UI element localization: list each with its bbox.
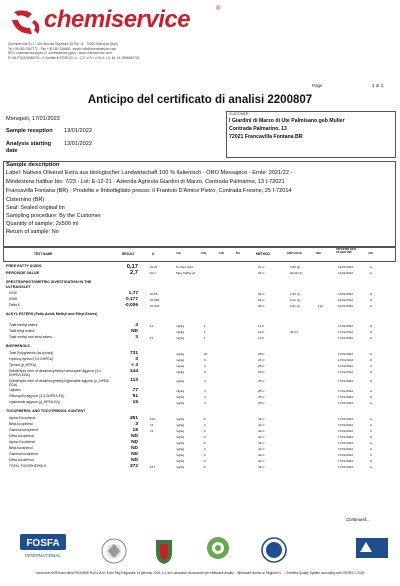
loq-value: 2 bbox=[204, 428, 206, 433]
result-value: 15 bbox=[132, 399, 138, 405]
col-method: METHOD bbox=[256, 252, 270, 256]
method-code: 44-C bbox=[258, 440, 265, 445]
limit-value: 0,01 (1) bbox=[290, 303, 301, 308]
result-value: -0,006 bbox=[124, 302, 138, 308]
test-name: Lignans bbox=[9, 388, 21, 392]
footer-note: Iscrizione nell'Elenco della REGIONE PUGLIA nr. 8 del Reg Regionale 19 gennaio 2009, n.1 dei Laboratori riconosciuti per effettuare analisi... Operatore iscritto al Registro N. ... Certified Quality System according with ISO/IEC 17025 bbox=[36, 571, 364, 575]
loq-value: 30 bbox=[204, 351, 208, 356]
loq-value: 2 bbox=[204, 440, 206, 445]
analysis-date: 17/01/2022 bbox=[338, 357, 354, 362]
analysis-start-label: Analysis starting date bbox=[6, 141, 52, 154]
result-value: 1,77 bbox=[128, 290, 138, 296]
unit: mg/kg bbox=[176, 428, 185, 433]
method-code: 44-C bbox=[258, 434, 265, 439]
limit-value: 2,50 (1) bbox=[290, 291, 301, 296]
fosfa-logo bbox=[18, 532, 68, 566]
result-value: 3 bbox=[135, 322, 138, 328]
test-name: Total Polyphenols (as tyrosol) bbox=[9, 351, 54, 355]
uncertainty: ±67 bbox=[150, 464, 155, 469]
method-code: 44-C bbox=[258, 452, 265, 457]
unit: mg/kg bbox=[176, 357, 185, 362]
uncertainty: ±0,001 bbox=[150, 303, 160, 308]
coat-of-arms-icon bbox=[146, 536, 182, 566]
test-name: Total ethyl esters bbox=[9, 329, 35, 333]
result-value: 0,17 bbox=[126, 263, 138, 270]
accreditation-flag: A bbox=[370, 428, 373, 433]
result-value: ND bbox=[131, 451, 138, 457]
method-code: 44-C bbox=[258, 446, 265, 451]
method-code: 44-C bbox=[258, 464, 265, 469]
analysis-date: 14/01/2022 bbox=[338, 303, 354, 308]
accredia-logo-icon bbox=[196, 534, 240, 566]
loq-value: 3 bbox=[204, 357, 206, 362]
accreditation-flag: A bbox=[370, 458, 373, 463]
unit: % Oleic Acid bbox=[176, 264, 193, 269]
unit: mg/kg bbox=[176, 452, 185, 457]
loq-value: 1 bbox=[204, 335, 206, 340]
accreditation-flag: A bbox=[370, 434, 373, 439]
loq-value: 3 bbox=[204, 388, 206, 393]
company-line: P. IVA IT04326580723 - C.Sociale € 97500,00 i.v. - C.F. e R.I. n.01.4.1.A. IM. 01-0426580723 bbox=[8, 55, 140, 60]
description-line: Sampling procedure: By the Customer bbox=[6, 213, 101, 219]
accreditation-flag: A bbox=[370, 351, 373, 356]
analysis-date: 14/01/2022 bbox=[338, 264, 354, 269]
analysis-date: 17/01/2022 bbox=[338, 329, 354, 334]
analysis-date: 14/01/2022 bbox=[338, 271, 354, 275]
analysis-date: 17/01/2022 bbox=[338, 422, 354, 427]
result-value: 3 bbox=[135, 334, 138, 340]
loq-value: 2 bbox=[204, 458, 206, 463]
method-code: 25-C bbox=[258, 369, 265, 374]
limit-value: 0,22 (1) bbox=[290, 297, 301, 302]
accreditation-flag: A bbox=[370, 394, 373, 399]
test-name: TOTAL TOCOPHEROLS bbox=[9, 464, 47, 468]
uncertainty: ±22 bbox=[150, 416, 155, 421]
section-title: ALKYL ESTERS (Fatty Acids Methyl and Ethyl Esters) bbox=[6, 312, 98, 316]
test-name: Gamma-tocotrienol bbox=[9, 452, 38, 456]
analysis-date: 17/01/2022 bbox=[338, 388, 354, 393]
analysis-date: 17/01/2022 bbox=[338, 458, 354, 463]
company-line: Tel +39 080 7467777 - Fax +39 080 748466 - email: info@chemiservice.com bbox=[8, 46, 117, 51]
company-line: Chemiservice S.r.l. - Via Vecchia Ospedale 38 Pal. 11 - 70020 Monopoli (Bari) bbox=[8, 42, 118, 46]
sample-description-title: Sample description bbox=[6, 162, 60, 168]
analysis-date: 17/01/2022 bbox=[338, 416, 354, 421]
method-code: 25-C bbox=[258, 379, 265, 383]
result-value: 372 bbox=[129, 463, 138, 469]
col-loq: LOQ bbox=[201, 252, 207, 255]
method-code: 11-C bbox=[258, 329, 265, 334]
loq-value: 3 bbox=[204, 379, 206, 383]
accreditation-flag: A bbox=[370, 422, 373, 427]
method-code: 25-C bbox=[258, 400, 265, 405]
unit: Meq O2/Kg oil bbox=[176, 271, 196, 275]
accreditation-flag: A bbox=[370, 388, 373, 393]
uncertainty: ±1 bbox=[150, 335, 154, 340]
col-date: REPORTED DATE OF ANALYSIS bbox=[336, 248, 357, 254]
certification-logo-icon bbox=[252, 534, 296, 566]
accreditation-flag: A bbox=[370, 452, 373, 457]
customer-city: 72021 Francavilla Fontana BR bbox=[229, 134, 303, 140]
unit: mg/kg bbox=[176, 400, 185, 405]
accreditation-flag: A bbox=[370, 303, 373, 308]
unit: mg/kg bbox=[176, 388, 185, 393]
test-name: Beta-tocotrienol bbox=[9, 446, 33, 450]
loq-value: 3 bbox=[204, 400, 206, 405]
accreditation-flag: A bbox=[370, 440, 373, 445]
company-line: PEC: chemiservice@pec.it - chemiservice.gpa.it - www.chemiservice.com bbox=[8, 51, 112, 56]
accreditation-flag: A bbox=[370, 446, 373, 451]
loq-value: 3 bbox=[204, 394, 206, 399]
section-title: BIOPHENOLS bbox=[6, 344, 30, 348]
uncertainty: ±0,05 bbox=[150, 291, 158, 296]
loq-value: 2 bbox=[204, 434, 206, 439]
uncertainty: ±1 bbox=[150, 428, 154, 433]
loq-value: 2 bbox=[204, 416, 206, 421]
result-value: ND bbox=[131, 457, 138, 463]
analysis-start-value: 13/01/2022 bbox=[64, 141, 92, 147]
continued-note: Continued... bbox=[346, 517, 370, 522]
result-value: 51 bbox=[132, 393, 138, 399]
accreditation-flag: A bbox=[370, 335, 373, 340]
loq-value: 3 bbox=[204, 369, 206, 374]
analysis-date: 17/01/2022 bbox=[338, 452, 354, 457]
result-value: ND bbox=[131, 445, 138, 451]
loq-value: 2 bbox=[204, 464, 206, 469]
loq-value: 1 bbox=[204, 323, 206, 328]
method-code: 25-C bbox=[258, 388, 265, 393]
test-name: FREE FATTY ACIDS bbox=[6, 264, 42, 268]
test-name: Alpha-Tocopherol bbox=[9, 416, 36, 420]
unit: mg/kg bbox=[176, 369, 185, 374]
description-line: Return of sample: No bbox=[6, 229, 59, 235]
description-line: Francavilla Fontana (BR) - Prodotto e Imbottigliato presso: Il Frantoio D'Amico Pietro, Contrada Fresine, 25 I-72014 bbox=[6, 188, 292, 194]
accreditation-flag: A bbox=[370, 379, 373, 383]
uncertainty: ±0,005 bbox=[150, 297, 160, 302]
page-number: 1 di 3 bbox=[372, 83, 384, 88]
customer-label: CUSTOMER bbox=[229, 112, 249, 116]
method-code: 44-C bbox=[258, 416, 265, 421]
analysis-date: 17/01/2022 bbox=[338, 400, 354, 405]
result-value: 351 bbox=[129, 415, 138, 421]
method-code: 03-C bbox=[258, 303, 265, 308]
description-line: Seal: Sealed original tin bbox=[6, 205, 65, 211]
accreditation-flag: A bbox=[370, 363, 373, 368]
ministry-logo-icon bbox=[96, 536, 132, 566]
test-name: Oleuropein aglycon (3,4 DHPEA-EA) bbox=[9, 394, 65, 398]
unit: mg/kg bbox=[176, 351, 185, 356]
test-name: Hydroxy-tyrosol (3,4 DHPEA) bbox=[9, 357, 54, 361]
loq-value: 1 bbox=[204, 329, 206, 334]
svg-text:INTERNATIONAL: INTERNATIONAL bbox=[25, 553, 61, 558]
sample-reception-value: 13/01/2022 bbox=[64, 128, 92, 134]
test-name: Gamma-tocopherol bbox=[9, 428, 39, 432]
accreditation-flag: A bbox=[370, 369, 373, 374]
test-name: Ligstroside aglycon (p_HPEA-EA) bbox=[9, 400, 60, 404]
brand-name: chemiservice bbox=[44, 6, 191, 33]
method-code: 44-C bbox=[258, 458, 265, 463]
analysis-date: 17/01/2022 bbox=[338, 363, 354, 368]
page-label: Page bbox=[312, 83, 323, 88]
col-rec: REC bbox=[316, 252, 322, 255]
accreditation-flag: A bbox=[370, 297, 373, 302]
section-title: SPECTROPHOTOMETRIC INVESTIGATION IN THE ULTRAVIOLET bbox=[6, 280, 92, 289]
test-name: Beta-tocopherol bbox=[9, 422, 33, 426]
loq-value: 3 bbox=[204, 363, 206, 368]
unit: mg/kg bbox=[176, 458, 185, 463]
result-value: 113 bbox=[130, 378, 138, 383]
result-value: 144 bbox=[129, 368, 138, 374]
method-code: 03-C bbox=[258, 291, 265, 296]
registered-mark: ® bbox=[216, 6, 221, 12]
test-name: Delta-tocotrienol bbox=[9, 458, 34, 462]
method-code: 25-C bbox=[258, 394, 265, 399]
limit-value: 20,00 (1) bbox=[290, 271, 303, 275]
limit-value: 0,80 (1) bbox=[290, 264, 301, 269]
col-result: RESULT bbox=[122, 252, 135, 256]
uncertainty: ±1 bbox=[150, 422, 154, 427]
unit: mg/kg bbox=[176, 394, 185, 399]
result-value: 18 bbox=[132, 427, 138, 433]
col-test-name: TEST NAME bbox=[34, 252, 53, 256]
analysis-date: 17/01/2022 bbox=[338, 323, 354, 328]
accreditation-flag: A bbox=[370, 357, 373, 362]
company-info bbox=[8, 42, 248, 60]
test-name: Dialdehydic form of decarboxymethyl oleuropein aglycon (3,4 DHPEA-EDA) bbox=[9, 369, 101, 378]
result-value: 3 bbox=[135, 421, 138, 427]
unit: mg/kg bbox=[176, 464, 185, 469]
unit: mg/kg bbox=[176, 446, 185, 451]
description-line: Cisternino (BR) bbox=[6, 197, 45, 203]
accreditation-flag: A bbox=[370, 464, 373, 469]
kiwa-logo-icon bbox=[352, 534, 392, 566]
sample-reception-label: Sample reception bbox=[6, 128, 53, 134]
unit: mg/kg bbox=[176, 379, 185, 383]
method-code: 11-C bbox=[258, 335, 265, 340]
col-r: R% bbox=[236, 252, 240, 255]
test-name: Total methyl esters bbox=[9, 323, 38, 327]
unit: mg/kg bbox=[176, 323, 185, 328]
analysis-date: 17/01/2022 bbox=[338, 428, 354, 433]
method-code: 25-C bbox=[258, 351, 265, 356]
unit: mg/kg bbox=[176, 440, 185, 445]
accreditation-flag: A bbox=[370, 329, 373, 334]
result-value: ND bbox=[131, 328, 138, 334]
svg-text:FOSFA: FOSFA bbox=[26, 538, 60, 549]
analysis-date: 17/01/2022 bbox=[338, 335, 354, 340]
analysis-date: 14/01/2022 bbox=[338, 291, 354, 296]
accreditation-flag: A bbox=[370, 400, 373, 405]
recovery-value: 112 bbox=[318, 303, 323, 308]
unit: mg/kg bbox=[176, 416, 185, 421]
test-name: Total methyl and ethyl esters bbox=[9, 335, 52, 339]
analysis-date: 17/01/2022 bbox=[338, 434, 354, 439]
result-value: 0,177 bbox=[125, 296, 138, 302]
limit-value: 35 (1) bbox=[290, 329, 298, 334]
result-value: ND bbox=[131, 439, 138, 445]
analysis-date: 17/01/2022 bbox=[338, 394, 354, 399]
test-name: K232 bbox=[9, 291, 17, 295]
analysis-date: 17/01/2022 bbox=[338, 446, 354, 451]
method-code: 44-C bbox=[258, 428, 265, 433]
col-lod: LOD bbox=[219, 252, 225, 255]
unit: mg/kg bbox=[176, 329, 185, 334]
document-title: Anticipo del certificato di analisi 2200807 bbox=[87, 94, 313, 106]
method-code: 11-C bbox=[258, 323, 265, 328]
unit: mg/kg bbox=[176, 335, 185, 340]
uncertainty: ±0,1 bbox=[150, 271, 156, 275]
accreditation-flag: A bbox=[370, 291, 373, 296]
analysis-date: 14/01/2022 bbox=[338, 297, 354, 302]
method-code: 02-C bbox=[258, 271, 265, 275]
unit: mg/kg bbox=[176, 363, 185, 368]
result-value: 2,7 bbox=[129, 270, 138, 276]
col-um: U.M. bbox=[176, 252, 182, 255]
test-name: Alpha-Tocotrienol bbox=[9, 440, 36, 444]
unit: mg/kg bbox=[176, 422, 185, 427]
description-line: Label: Natives Olivenol Extra aus biologischer Landwirtschaft 100 % Italienisch - ORO Messapico - Ernte: 2021/22 - bbox=[6, 170, 293, 176]
method-code: 03-C bbox=[258, 297, 265, 302]
method-code: 01-C bbox=[258, 264, 265, 269]
test-name: Dialdehydic form of decarboxymethyl ligstroside aglycon (p_HPEA-EDA) bbox=[9, 378, 110, 387]
result-value: 731 bbox=[129, 350, 138, 356]
loq-value: 2 bbox=[204, 446, 206, 451]
accreditation-flag: A bbox=[370, 271, 373, 275]
result-value: 3 bbox=[135, 356, 138, 362]
test-name: PEROXIDE VALUE bbox=[6, 270, 40, 275]
uncertainty: ±1 bbox=[150, 323, 154, 328]
accreditation-flag: A bbox=[370, 264, 373, 269]
section-title: TOCOPHEROL AND TOCOTRIENOL CONTENT bbox=[6, 409, 86, 413]
analysis-date: 17/01/2022 bbox=[338, 369, 354, 374]
loq-value: 2 bbox=[204, 452, 206, 457]
place-date: Monopoli, 17/01/2022 bbox=[6, 116, 60, 122]
test-name: Tyrosol (p_HPEA) bbox=[9, 363, 37, 367]
accreditation-flag: A bbox=[370, 416, 373, 421]
col-limit: LIMIT VALUE bbox=[287, 252, 302, 255]
customer-address: Contrada Palmarino, 13 bbox=[229, 126, 287, 132]
test-name: Delta-tocopherol bbox=[9, 434, 34, 438]
unit: mg/kg bbox=[176, 434, 185, 439]
chemiservice-logo-icon bbox=[10, 8, 44, 38]
customer-name: I Giardini di Marzo di Ute Palmisano geb Muller bbox=[229, 118, 345, 124]
test-name: K268 bbox=[9, 297, 17, 301]
analysis-date: 17/01/2022 bbox=[338, 440, 354, 445]
loq-value: 2 bbox=[204, 422, 206, 427]
analysis-date: 17/01/2022 bbox=[338, 351, 354, 356]
accreditation-flag: A bbox=[370, 323, 373, 328]
method-code: 25-C bbox=[258, 363, 265, 368]
col-u: U bbox=[152, 252, 155, 256]
col-acc: ACC. bbox=[368, 252, 374, 255]
analysis-date: 17/01/2022 bbox=[338, 464, 354, 469]
description-line: Quantity of sample: 2x500 ml bbox=[6, 221, 79, 227]
method-code: 44-C bbox=[258, 422, 265, 427]
result-value: ND bbox=[131, 433, 138, 439]
result-value: < 3 bbox=[131, 362, 138, 368]
result-value: 77 bbox=[132, 387, 138, 393]
description-line: Mindestens haltbar bis: 7/23 - Lot: E-12-21 - Azienda Agricola Giardini di Marzo, Contrada Palmarino, 13 I-72021 bbox=[6, 179, 285, 185]
test-name: Delta K bbox=[9, 303, 21, 307]
analysis-date: 17/01/2022 bbox=[338, 379, 354, 383]
uncertainty: ±0,01 bbox=[150, 264, 158, 269]
method-code: 25-C bbox=[258, 357, 265, 362]
